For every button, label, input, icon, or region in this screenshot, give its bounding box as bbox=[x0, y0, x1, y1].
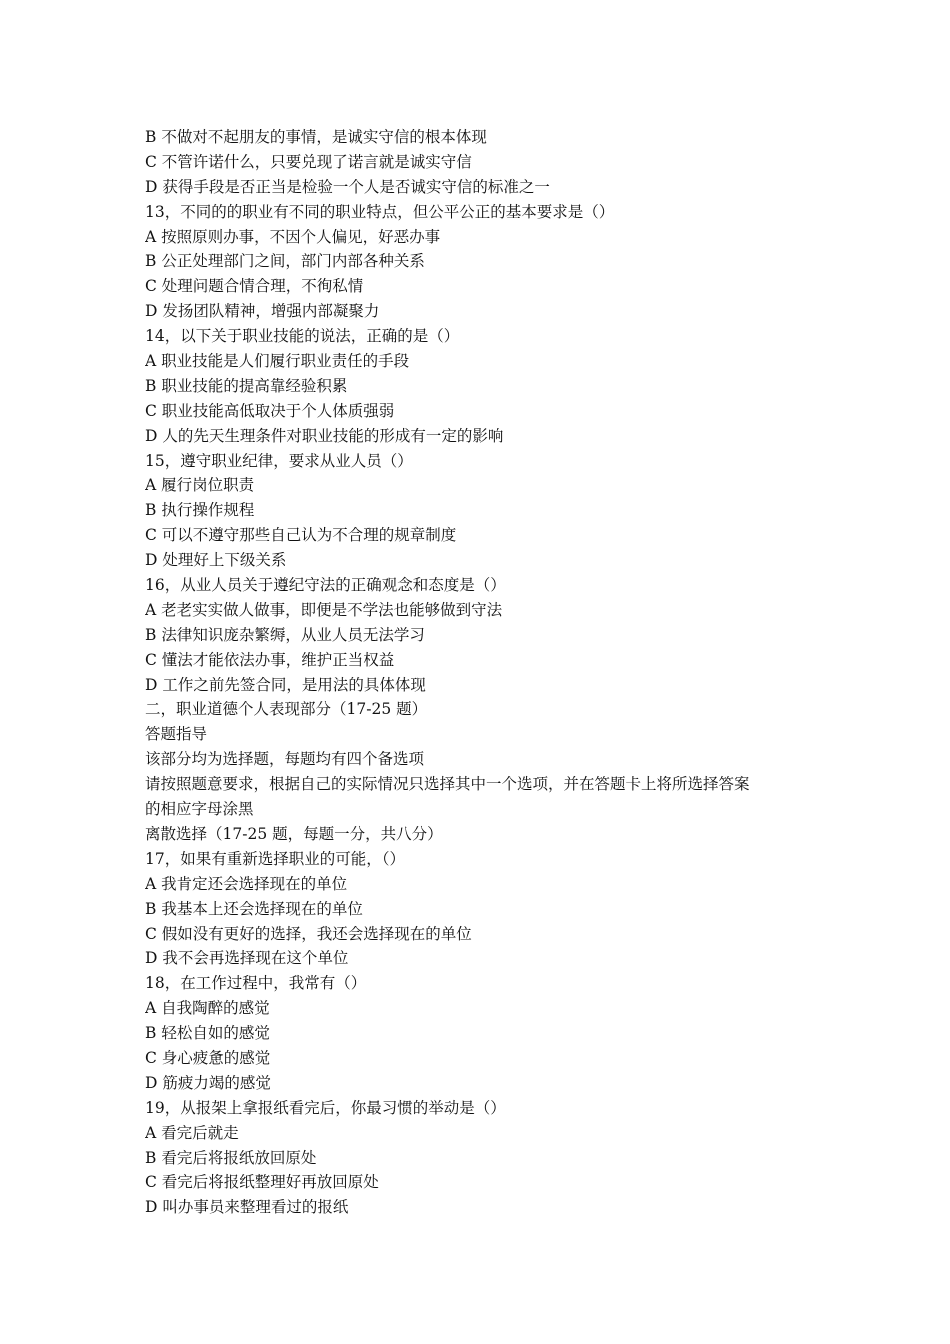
text-line: B 轻松自如的感觉 bbox=[145, 1024, 270, 1043]
text-line: B 不做对不起朋友的事情，是诚实守信的根本体现 bbox=[145, 128, 487, 146]
text-line: D 筋疲力竭的感觉 bbox=[145, 1073, 271, 1092]
question-line: 19，从报架上拿报纸看完后，你最习惯的举动是（） bbox=[145, 1098, 506, 1117]
text-line: C 职业技能高低取决于个人体质强弱 bbox=[145, 401, 395, 420]
text-line: A 按照原则办事，不因个人偏见，好恶办事 bbox=[145, 227, 441, 246]
text-line: 答题指导 bbox=[145, 725, 208, 744]
text-line: A 职业技能是人们履行职业责任的手段 bbox=[145, 352, 410, 371]
text-line: D 处理好上下级关系 bbox=[145, 551, 287, 570]
question-line: 17，如果有重新选择职业的可能，（） bbox=[145, 849, 405, 868]
text-line: B 公正处理部门之间，部门内部各种关系 bbox=[145, 252, 425, 271]
text-line: B 执行操作规程 bbox=[145, 501, 255, 520]
text-line: B 看完后将报纸放回原处 bbox=[145, 1148, 317, 1167]
question-line: 16，从业人员关于遵纪守法的正确观念和态度是（） bbox=[145, 576, 506, 595]
text-line: C 假如没有更好的选择，我还会选择现在的单位 bbox=[145, 924, 472, 943]
text-line: A 老老实实做人做事，即便是不学法也能够做到守法 bbox=[145, 600, 503, 619]
text-line: D 人的先天生理条件对职业技能的形成有一定的影响 bbox=[145, 426, 504, 445]
text-line: A 我肯定还会选择现在的单位 bbox=[145, 874, 348, 893]
document-body bbox=[145, 125, 815, 1220]
question-line: 18，在工作过程中，我常有（） bbox=[145, 974, 367, 993]
text-line: 的相应字母涂黑 bbox=[145, 800, 254, 819]
text-line: C 可以不遵守那些自己认为不合理的规章制度 bbox=[145, 526, 457, 545]
text-line: A 履行岗位职责 bbox=[145, 476, 255, 495]
text-line: 该部分均为选择题，每题均有四个备选项 bbox=[145, 750, 425, 769]
question-line: 13，不同的的职业有不同的职业特点，但公平公正的基本要求是（） bbox=[145, 202, 615, 221]
text-line: B 我基本上还会选择现在的单位 bbox=[145, 899, 363, 918]
text-line: 请按照题意要求，根据自己的实际情况只选择其中一个选项，并在答题卡上将所选择答案 bbox=[145, 775, 750, 794]
text-line: C 不管许诺什么，只要兑现了诺言就是诚实守信 bbox=[145, 152, 472, 171]
text-line: C 懂法才能依法办事，维护正当权益 bbox=[145, 650, 395, 669]
text-line: A 看完后就走 bbox=[145, 1123, 239, 1142]
text-line: A 自我陶醉的感觉 bbox=[145, 999, 270, 1018]
section-heading: 二，职业道德个人表现部分（17-25 题） bbox=[145, 700, 428, 719]
text-line: D 发扬团队精神，增强内部凝聚力 bbox=[145, 302, 380, 321]
text-line: B 职业技能的提高靠经验积累 bbox=[145, 376, 348, 395]
text-line: C 看完后将报纸整理好再放回原处 bbox=[145, 1173, 379, 1192]
question-line: 14，以下关于职业技能的说法，正确的是（） bbox=[145, 327, 460, 346]
text-line: D 获得手段是否正当是检验一个人是否诚实守信的标准之一 bbox=[145, 177, 550, 196]
text-line: C 身心疲惫的感觉 bbox=[145, 1048, 271, 1067]
question-line: 15，遵守职业纪律，要求从业人员（） bbox=[145, 451, 413, 470]
text-line: C 处理问题合情合理，不徇私情 bbox=[145, 277, 364, 296]
text-line: 离散选择（17-25 题，每题一分，共八分） bbox=[145, 824, 443, 843]
text-line: D 我不会再选择现在这个单位 bbox=[145, 949, 349, 968]
text-line: B 法律知识庞杂繁缛，从业人员无法学习 bbox=[145, 625, 425, 644]
text-line: D 工作之前先签合同，是用法的具体体现 bbox=[145, 675, 426, 694]
text-line: D 叫办事员来整理看过的报纸 bbox=[145, 1198, 349, 1217]
